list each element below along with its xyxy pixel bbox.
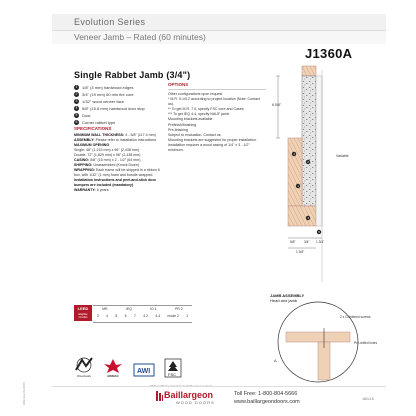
- leed-value: 1: [186, 314, 189, 318]
- leed-badge-sub: Eligible Credits: [78, 312, 88, 319]
- option-line: Installation requires a wood casing of 1/4" x 3 - 1/2" minimum.: [168, 142, 250, 153]
- leed-header: ID 1: [150, 307, 157, 311]
- legend-text: Corner rabbet type: [82, 120, 116, 125]
- spec-value: Each frame will be shipped in a ribbon 6 box, with 1/32" (1 mm) foam and bundle wrapped.: [74, 168, 160, 177]
- revision-date: JAN-15: [362, 397, 374, 401]
- fsc-note: FSC certified product is available upon request: [150, 384, 213, 388]
- leed-table: [93, 305, 192, 323]
- dim-label: 1 3/4": [316, 240, 325, 244]
- spec-label: MINIMUM WALL THICKNESS:: [74, 133, 125, 137]
- dim-label: 5/8": [290, 240, 296, 244]
- callout-number: 2: [307, 160, 309, 165]
- leed-value-row: [93, 314, 192, 318]
- spec-value: 5 years: [96, 188, 109, 192]
- jamb-section-drawing: [272, 62, 372, 288]
- product-title: Single Rabbet Jamb (3/4"): [74, 70, 191, 80]
- spec-label: SHIPPING:: [74, 163, 93, 167]
- awi-wordmark: AWI: [137, 368, 151, 375]
- option-line: Pre-finishing: [168, 127, 188, 132]
- leed-credits: [74, 305, 192, 333]
- specifications-title: SPECIFICATIONS: [74, 126, 112, 131]
- leed-badge: [74, 305, 92, 321]
- number-badge-icon: 3: [75, 99, 78, 103]
- component-legend: [74, 84, 174, 126]
- brand-subtitle: WOOD DOORS: [176, 400, 215, 405]
- detail-label: A: [274, 358, 277, 363]
- option-line: *** To get IEQ 4.4, specify NAUF jamb.: [168, 112, 230, 117]
- spec-value: 4 - 5/8" (117.4 mm): [125, 133, 156, 137]
- legend-text: 1/8" (3 mm) hardwood edges: [82, 85, 134, 90]
- leed-header-row: [93, 306, 192, 311]
- legend-text: Door: [82, 113, 91, 118]
- legend-item: [74, 105, 174, 112]
- options-section: [168, 82, 266, 153]
- options-list: [168, 89, 266, 153]
- spec-line: [74, 188, 166, 193]
- leed-header: PR 2: [175, 307, 183, 311]
- option-line: Mounting brackets available: [168, 117, 213, 122]
- legend-item: [74, 112, 174, 119]
- spec-label: WARRANTY:: [74, 188, 96, 192]
- leed-value: 4.4: [155, 314, 161, 318]
- callout-number: 3: [307, 216, 309, 221]
- option-line: Other configurations upon request: [168, 92, 223, 96]
- number-badge-icon: 4: [75, 106, 78, 110]
- leed-value: 4.2: [143, 314, 148, 318]
- option-line: * M.R. 5.1/5.2 according to project location (Note: Contact us).: [168, 97, 260, 107]
- door-slab: [316, 76, 322, 226]
- subtitle-bar: [52, 31, 386, 44]
- spec-label: CASING:: [74, 158, 90, 162]
- fsc-wordmark: FSC: [168, 372, 176, 377]
- logo-label: AWMAC: [107, 374, 119, 378]
- legend-item: [74, 98, 174, 105]
- leed-value: 4: [106, 314, 108, 318]
- variable-label: Variable: [336, 154, 349, 158]
- leed-header: IEQ: [126, 307, 132, 311]
- option-line: Mounting brackets are suggested for proper installation.: [168, 137, 257, 142]
- leed-value: 3: [96, 314, 99, 318]
- certification-logos: [74, 348, 214, 378]
- detail-label: 2 x Combined screws: [340, 315, 371, 319]
- leed-badge-title: LEED: [77, 306, 89, 311]
- product-subtitle: Veneer Jamb – Rated (60 minutes): [74, 32, 206, 42]
- leed-value: 6: [124, 314, 127, 318]
- toll-free-number: Toll Free: 1-800-804-5666: [234, 391, 298, 397]
- spec-value: Unassembled (Knock Down): [93, 163, 139, 167]
- fsc-logo: [164, 358, 182, 378]
- leed-value: mode 2: [167, 314, 179, 318]
- door-stop: [288, 138, 302, 206]
- detail-subtitle: Head and jamb: [270, 298, 298, 303]
- spec-line: [74, 178, 166, 188]
- dim-top-label: 6 5/8": [272, 103, 282, 107]
- brand-mark-icon: [156, 391, 163, 401]
- spec-label: MAXIMUM OPENING: [74, 143, 110, 147]
- fire-core: [302, 76, 316, 206]
- leed-value: 5: [115, 314, 118, 318]
- brand-name: Baillargeon: [164, 390, 214, 400]
- spec-line: [74, 168, 166, 178]
- total-dim-label: 1 3/8": [296, 250, 305, 254]
- number-badge-icon: 6: [75, 120, 78, 124]
- spec-value: Please refer to installation instructions: [95, 138, 157, 142]
- legend-item: [74, 84, 174, 91]
- side-note: Effective 01/2015: [22, 381, 26, 405]
- number-badge-icon: 2: [75, 92, 78, 96]
- logo-label: Woodwork: [76, 374, 92, 378]
- legend-item: [74, 91, 174, 98]
- series-title: Evolution Series: [74, 17, 146, 27]
- option-line: ** To get M.R. 7.0, specify FSC core and Cases: [168, 107, 244, 112]
- callout-number: 5: [318, 230, 320, 235]
- dim-label: 3/4": [304, 240, 310, 244]
- spec-value: Single: 48" (1,219 mm) x 96" (2,438 mm): [74, 148, 140, 152]
- option-line: Subject to evaluation. Contact us.: [168, 132, 222, 137]
- detail-label: Pre-drilled holes: [354, 341, 378, 345]
- leed-header: MR: [102, 307, 108, 311]
- hardwood-edge-bottom: [288, 206, 316, 226]
- legend-item: [74, 119, 174, 126]
- model-number: J1360A: [305, 46, 353, 61]
- number-badge-icon: 5: [75, 113, 78, 117]
- spec-value: Installation instructions and peel-and-stick door bumpers are included (mandatory): [74, 178, 157, 187]
- jamb-assembly-detail: [268, 300, 378, 384]
- legend-text: 1/32" wood veneer face: [82, 99, 124, 104]
- leed-value: 7: [133, 314, 136, 318]
- legend-text: 3/4" (19 mm) 60 min fire core: [82, 92, 134, 97]
- wi-logo: [74, 356, 94, 378]
- number-badge-icon: 1: [75, 85, 78, 89]
- spec-value: 5/8" (15 mm) x 2 - 1/2" (64 mm): [90, 158, 141, 162]
- legend-text: 5/8" (15.8 mm) hardwood door stop: [82, 106, 145, 111]
- spec-label: ASSEMBLY:: [74, 138, 95, 142]
- specifications-section: [74, 126, 166, 193]
- website-link[interactable]: www.baillargeondoors.com: [234, 399, 300, 405]
- footer: [52, 386, 386, 407]
- option-line: Prefinish/finishing: [168, 122, 197, 127]
- callout-number: 4: [293, 152, 295, 157]
- awmac-logo: [102, 358, 124, 378]
- spec-label: WRAPPING:: [74, 168, 95, 172]
- options-title: OPTIONS: [168, 82, 189, 87]
- awi-logo: [132, 362, 156, 378]
- detail-heading: JAMB ASSEMBLY: [270, 293, 305, 298]
- spec-value: Double: 72" (1,829 mm) x 96" (2,438 mm): [74, 153, 141, 157]
- side-margin: [0, 0, 52, 416]
- hardwood-edge-top: [302, 66, 316, 76]
- callout-number: 1: [297, 184, 299, 189]
- series-header: [52, 14, 386, 31]
